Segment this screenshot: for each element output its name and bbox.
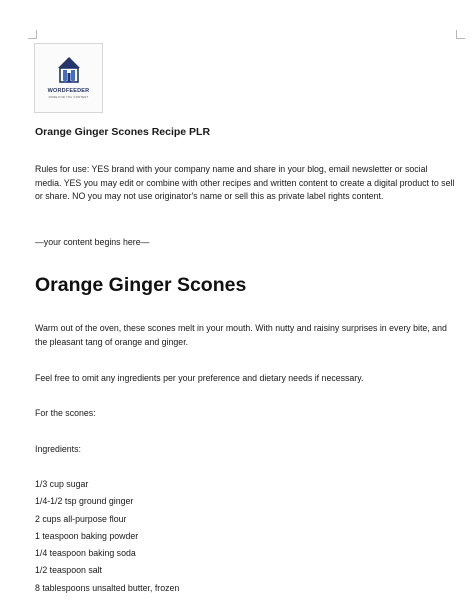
logo-tagline: DONE FOR YOU CONTENT: [48, 95, 89, 99]
recipe-heading: Orange Ginger Scones: [35, 274, 247, 296]
usage-rules: Rules for use: YES brand with your company name and share in your blog, email newsletter or social media. YES you may edit or combine with other recipes and written content to create a digital product to sell or share. NO you may not use originator's name or sell this as private label rights content.: [35, 164, 455, 201]
ingredient-item: 1/2 teaspoon salt: [35, 565, 103, 576]
ingredient-item: 1 teaspoon baking powder: [35, 530, 139, 541]
ingredient-item: 8 tablespoons unsalted butter, frozen: [35, 582, 180, 593]
corner-mark-top-right: [456, 30, 465, 39]
section-label-scones: For the scones:: [35, 408, 96, 418]
pencil-house-icon: [55, 56, 83, 86]
ingredients-list: [35, 478, 179, 599]
ingredient-item: 2 cups all-purpose flour: [35, 513, 127, 524]
ingredient-item: 1/4 teaspoon baking soda: [35, 548, 136, 559]
logo-name: WORDFEEDER: [47, 88, 90, 94]
ingredient-item: 1/4-1/2 tsp ground ginger: [35, 496, 134, 507]
intro-paragraph: Warm out of the oven, these scones melt in your mouth. With nutty and raisiny surprises in every bite, and the pleasant tang of orange and ginger.: [35, 323, 447, 347]
logo: [34, 43, 103, 113]
content-marker: —your content begins here—: [35, 237, 150, 247]
ingredients-label: Ingredients:: [35, 444, 81, 454]
document-title: Orange Ginger Scones Recipe PLR: [35, 126, 211, 138]
omit-note: Feel free to omit any ingredients per your preference and dietary needs if necessary.: [35, 373, 364, 383]
corner-mark-top-left: [28, 30, 37, 39]
ingredient-item: 1/3 cup sugar: [35, 479, 89, 489]
